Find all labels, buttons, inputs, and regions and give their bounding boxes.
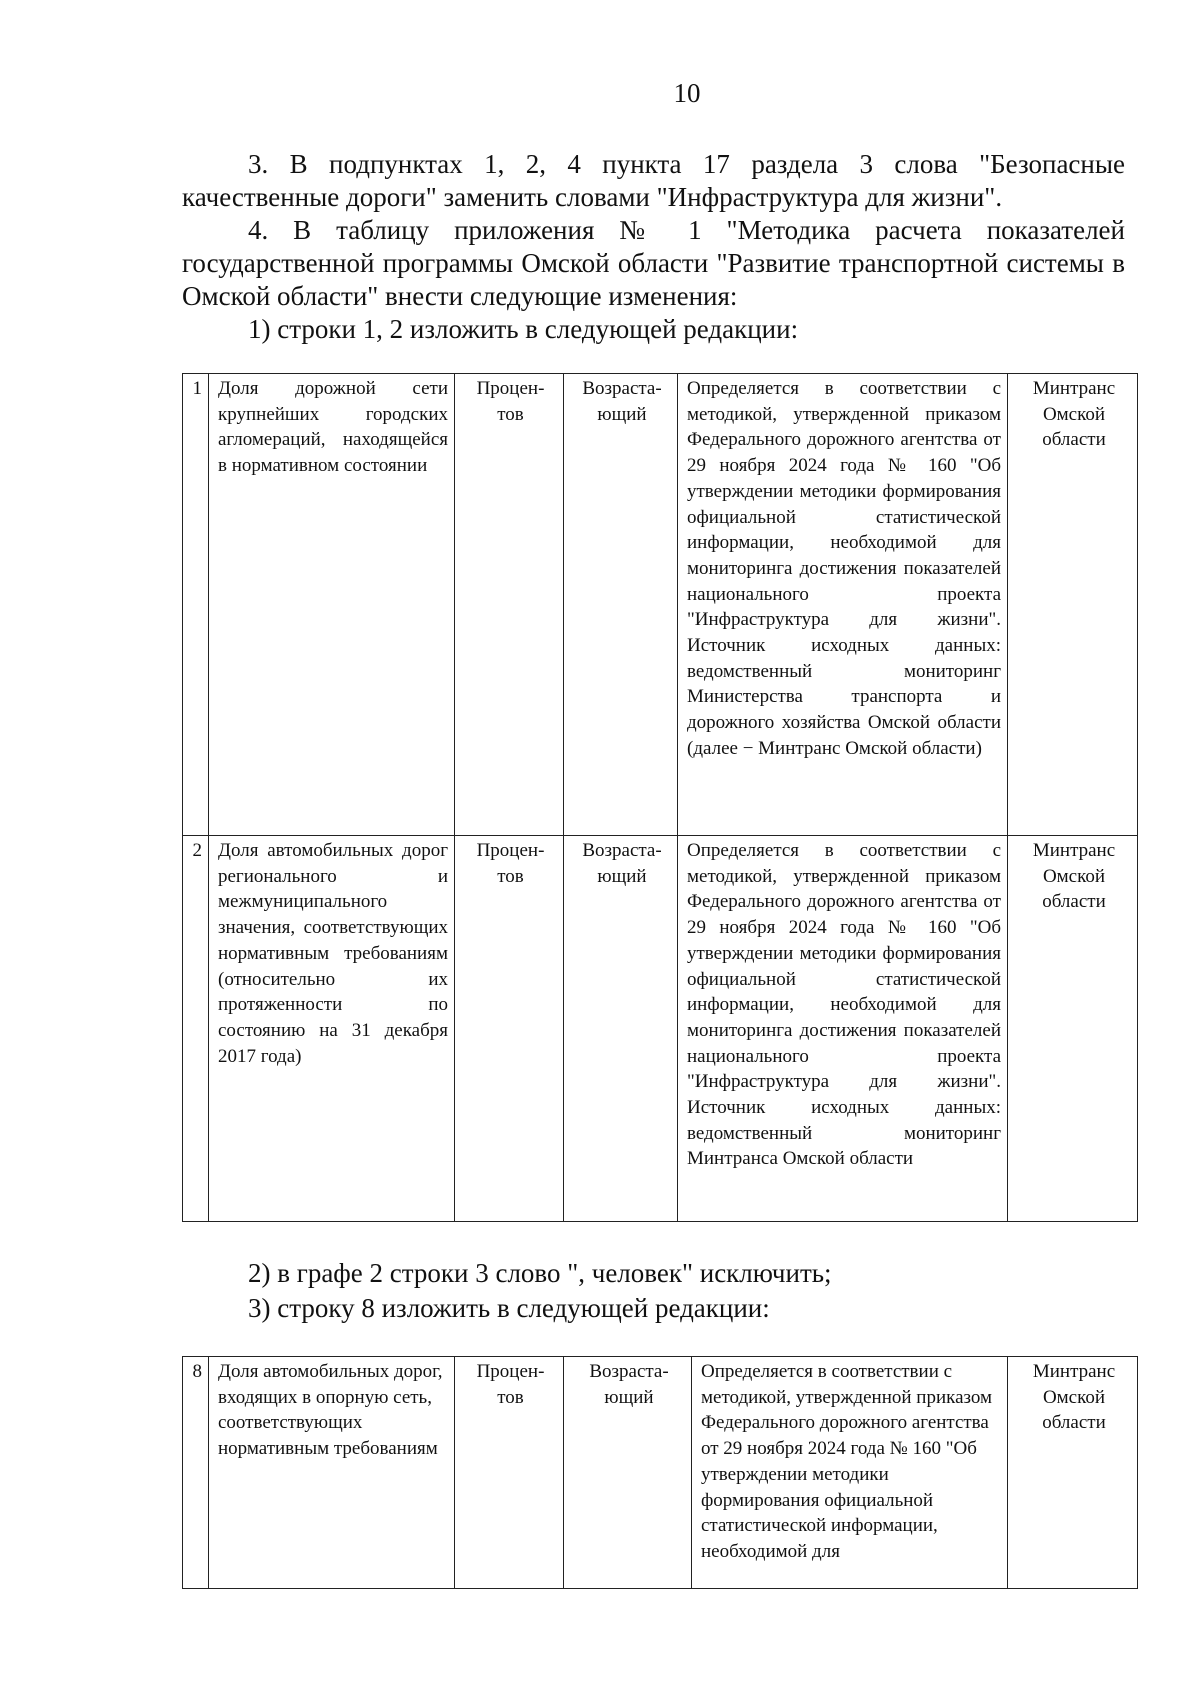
table-row bbox=[183, 836, 1138, 1222]
paragraph-4-item-1: 1) строки 1, 2 изложить в следующей редакции: bbox=[248, 314, 799, 344]
indicator-name: Доля автомобильных дорог, входящих в опорную сеть, соответствующих нормативным требованиям bbox=[209, 1357, 455, 1589]
indicator-name: Доля дорожной сети крупнейших городских агломераций, находящейся в нормативном состоянии bbox=[209, 374, 455, 836]
responsible-body: Минтранс Омской области bbox=[1008, 836, 1138, 1222]
trend-direction: Возраста- ющий bbox=[564, 1357, 692, 1589]
unit-of-measure: Процен- тов bbox=[455, 836, 564, 1222]
calculation-method: Определяется в соответствии с методикой, утвержденной приказом Федерального дорожного агентства от 29 ноября 2024 года № 160 "Об утверждении методики формирования официальной статистической информации, необходимой для мониторинга достижения показателей национального проекта "Инфраструктура для жизни". Источник исходных данных: ведомственный мониторинг Министерства транспорта и дорожного хозяйства Омской области (далее − Минтранс Омской области) bbox=[678, 374, 1008, 836]
paragraph-4-item-3: 3) строку 8 изложить в следующей редакции: bbox=[248, 1293, 770, 1323]
paragraph-3: 3. В подпунктах 1, 2, 4 пункта 17 раздела 3 слова "Безопасные качественные дороги" заменить словами "Инфраструктура для жизни". bbox=[182, 149, 1125, 212]
unit-of-measure: Процен- тов bbox=[455, 374, 564, 836]
unit-of-measure: Процен- тов bbox=[455, 1357, 564, 1589]
row-number: 8 bbox=[183, 1357, 209, 1589]
calculation-method: Определяется в соответствии с методикой, утвержденной приказом Федерального дорожного агентства от 29 ноября 2024 года № 160 "Об утверждении методики формирования официальной статистической информации, необходимой для мониторинга достижения показателей национального проекта "Инфраструктура для жизни". Источник исходных данных: ведомственный мониторинг Минтранса Омской области bbox=[678, 836, 1008, 1222]
page-number: 10 bbox=[673, 78, 701, 108]
responsible-body: Минтранс Омской области bbox=[1008, 1357, 1138, 1589]
paragraph-4: 4. В таблицу приложения № 1 "Методика расчета показателей государственной программы Омской области "Развитие транспортной системы в Омской области" внести следующие изменения: bbox=[182, 215, 1125, 311]
indicator-name: Доля автомобильных дорог регионального и межмуниципального значения, соответствующих нормативным требованиям (относительно их протяженности по состоянию на 31 декабря 2017 года) bbox=[209, 836, 455, 1222]
row-number: 2 bbox=[183, 836, 209, 1222]
calculation-method: Определяется в соответствии с методикой, утвержденной приказом Федерального дорожного агентства от 29 ноября 2024 года № 160 "Об утверждении методики формирования официальной статистической информации, необходимой для bbox=[692, 1357, 1008, 1589]
row-number: 1 bbox=[183, 374, 209, 836]
trend-direction: Возраста- ющий bbox=[564, 836, 678, 1222]
table-row bbox=[183, 374, 1138, 836]
responsible-body: Минтранс Омской области bbox=[1008, 374, 1138, 836]
paragraph-4-item-2: 2) в графе 2 строки 3 слово ", человек" исключить; bbox=[248, 1258, 832, 1288]
indicators-table-rows-1-2 bbox=[182, 373, 1138, 1222]
trend-direction: Возраста- ющий bbox=[564, 374, 678, 836]
indicators-table-row-8 bbox=[182, 1356, 1138, 1589]
table-row bbox=[183, 1357, 1138, 1589]
